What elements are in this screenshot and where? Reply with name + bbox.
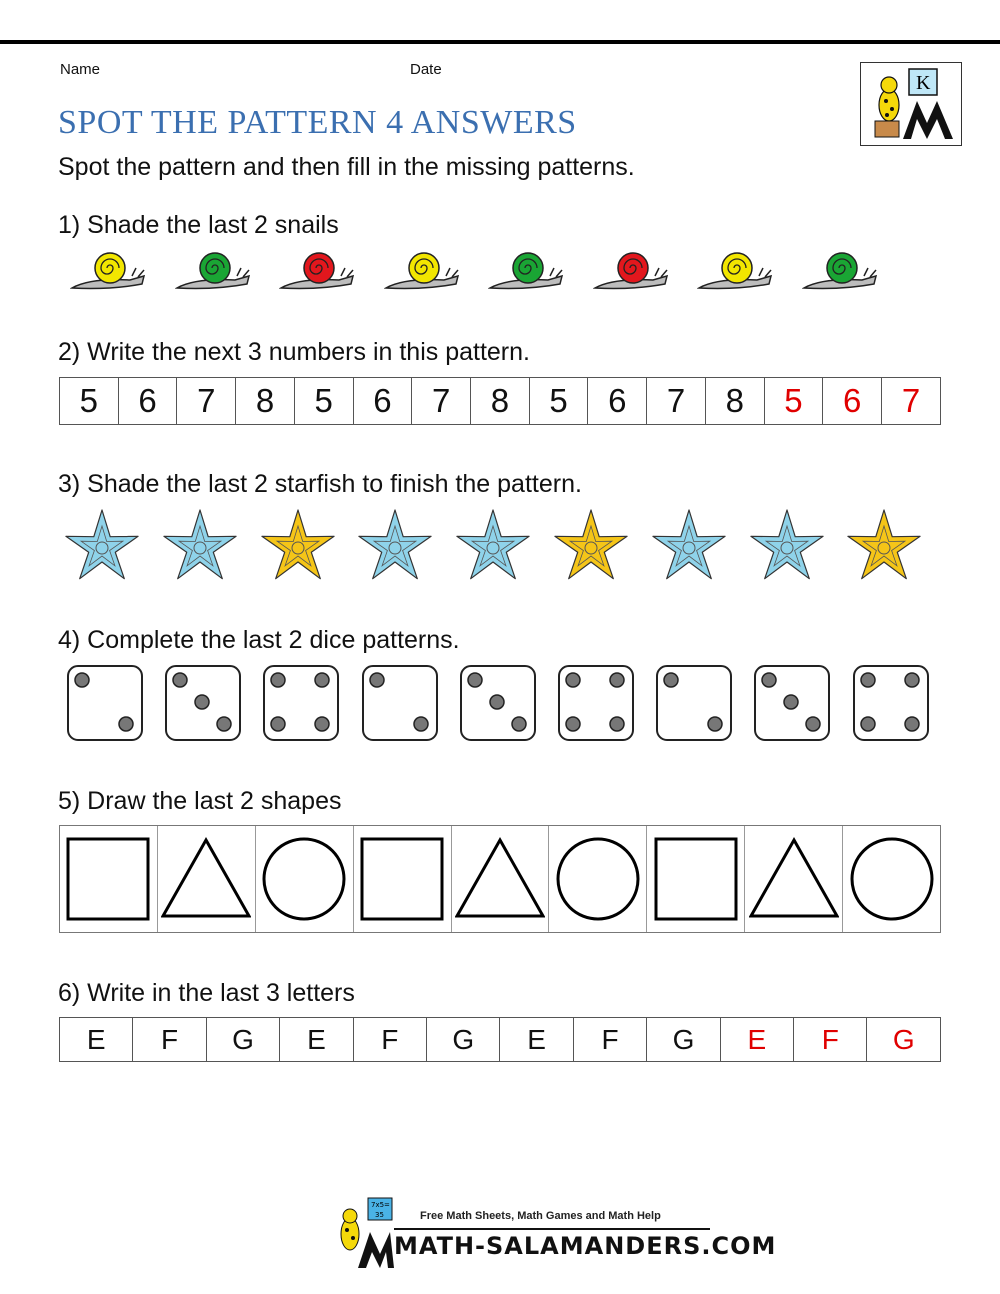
question-4-prompt: 4) Complete the last 2 dice patterns. <box>58 626 460 654</box>
shape-cell <box>256 826 354 932</box>
shape-cell <box>452 826 550 932</box>
shape-cell <box>843 826 940 932</box>
name-label: Name <box>60 61 101 78</box>
square-shape <box>651 834 741 924</box>
question-2-prompt: 2) Write the next 3 numbers in this pattern. <box>58 338 530 366</box>
starfish-icon <box>160 506 240 586</box>
number-cell: 6 <box>118 378 177 425</box>
letter-cell: F <box>133 1018 206 1062</box>
number-cell: 6 <box>353 378 412 425</box>
footer-tagline: Free Math Sheets, Math Games and Math Help <box>420 1210 661 1222</box>
triangle-shape <box>161 834 251 924</box>
triangle-shape <box>455 834 545 924</box>
snail-icon <box>70 246 150 296</box>
snail-icon <box>802 246 882 296</box>
date-label: Date <box>410 61 442 78</box>
die-icon <box>852 664 930 742</box>
shape-cell <box>354 826 452 932</box>
footer-rule <box>394 1228 710 1230</box>
circle-shape <box>553 834 643 924</box>
shape-cell <box>745 826 843 932</box>
number-cell: 7 <box>177 378 236 425</box>
number-cell: 6 <box>588 378 647 425</box>
circle-shape <box>259 834 349 924</box>
die-icon <box>262 664 340 742</box>
footer-brand: MATH-SALAMANDERS.COM <box>394 1232 777 1260</box>
snail-row <box>70 246 890 296</box>
shape-cell <box>647 826 745 932</box>
die-icon <box>557 664 635 742</box>
starfish-icon <box>62 506 142 586</box>
letter-answer-cell: E <box>720 1018 793 1062</box>
letter-cell: E <box>60 1018 133 1062</box>
snail-icon <box>593 246 673 296</box>
number-cell: 8 <box>705 378 764 425</box>
number-cell: 7 <box>412 378 471 425</box>
starfish-icon <box>355 506 435 586</box>
die-icon <box>459 664 537 742</box>
circle-shape <box>847 834 937 924</box>
question-5-prompt: 5) Draw the last 2 shapes <box>58 787 342 815</box>
shape-cell <box>158 826 256 932</box>
number-cell: 8 <box>471 378 530 425</box>
footer-salamander-logo <box>328 1196 394 1270</box>
question-6-prompt: 6) Write in the last 3 letters <box>58 979 355 1007</box>
shape-pattern-grid <box>59 825 941 933</box>
number-cell: 8 <box>236 378 295 425</box>
snail-icon <box>697 246 777 296</box>
footer-badge-bottom: 35 <box>375 1211 384 1219</box>
question-3-prompt: 3) Shade the last 2 starfish to finish the pattern. <box>58 470 582 498</box>
starfish-icon <box>649 506 729 586</box>
top-rule <box>0 40 1000 44</box>
snail-icon <box>488 246 568 296</box>
die-icon <box>655 664 733 742</box>
number-cell: 7 <box>647 378 706 425</box>
letter-cell: G <box>647 1018 720 1062</box>
letter-cell: F <box>353 1018 426 1062</box>
letter-cell: F <box>573 1018 646 1062</box>
dice-row <box>66 664 946 744</box>
letter-cell: G <box>206 1018 279 1062</box>
starfish-icon <box>551 506 631 586</box>
die-icon <box>361 664 439 742</box>
die-icon <box>164 664 242 742</box>
salamander-logo <box>860 62 962 146</box>
starfish-row <box>62 506 942 586</box>
letter-pattern-grid <box>59 1017 941 1062</box>
starfish-icon <box>453 506 533 586</box>
page-title: SPOT THE PATTERN 4 ANSWERS <box>58 104 577 141</box>
letter-cell: E <box>280 1018 353 1062</box>
letter-cell: E <box>500 1018 573 1062</box>
starfish-icon <box>844 506 924 586</box>
number-cell: 5 <box>294 378 353 425</box>
square-shape <box>63 834 153 924</box>
snail-icon <box>384 246 464 296</box>
number-cell: 5 <box>60 378 119 425</box>
number-pattern-grid <box>59 377 941 425</box>
question-1-prompt: 1) Shade the last 2 snails <box>58 211 339 239</box>
instructions: Spot the pattern and then fill in the missing patterns. <box>58 153 635 181</box>
logo-letter: K <box>916 72 931 94</box>
footer-badge-top: 7x5= <box>371 1201 390 1209</box>
die-icon <box>66 664 144 742</box>
shape-cell <box>549 826 647 932</box>
triangle-shape <box>749 834 839 924</box>
square-shape <box>357 834 447 924</box>
snail-icon <box>279 246 359 296</box>
number-answer-cell: 5 <box>764 378 823 425</box>
shape-cell <box>60 826 158 932</box>
number-answer-cell: 6 <box>823 378 882 425</box>
starfish-icon <box>258 506 338 586</box>
starfish-icon <box>747 506 827 586</box>
letter-answer-cell: F <box>794 1018 867 1062</box>
number-cell: 5 <box>529 378 588 425</box>
die-icon <box>753 664 831 742</box>
letter-answer-cell: G <box>867 1018 941 1062</box>
letter-cell: G <box>427 1018 500 1062</box>
snail-icon <box>175 246 255 296</box>
number-answer-cell: 7 <box>882 378 941 425</box>
